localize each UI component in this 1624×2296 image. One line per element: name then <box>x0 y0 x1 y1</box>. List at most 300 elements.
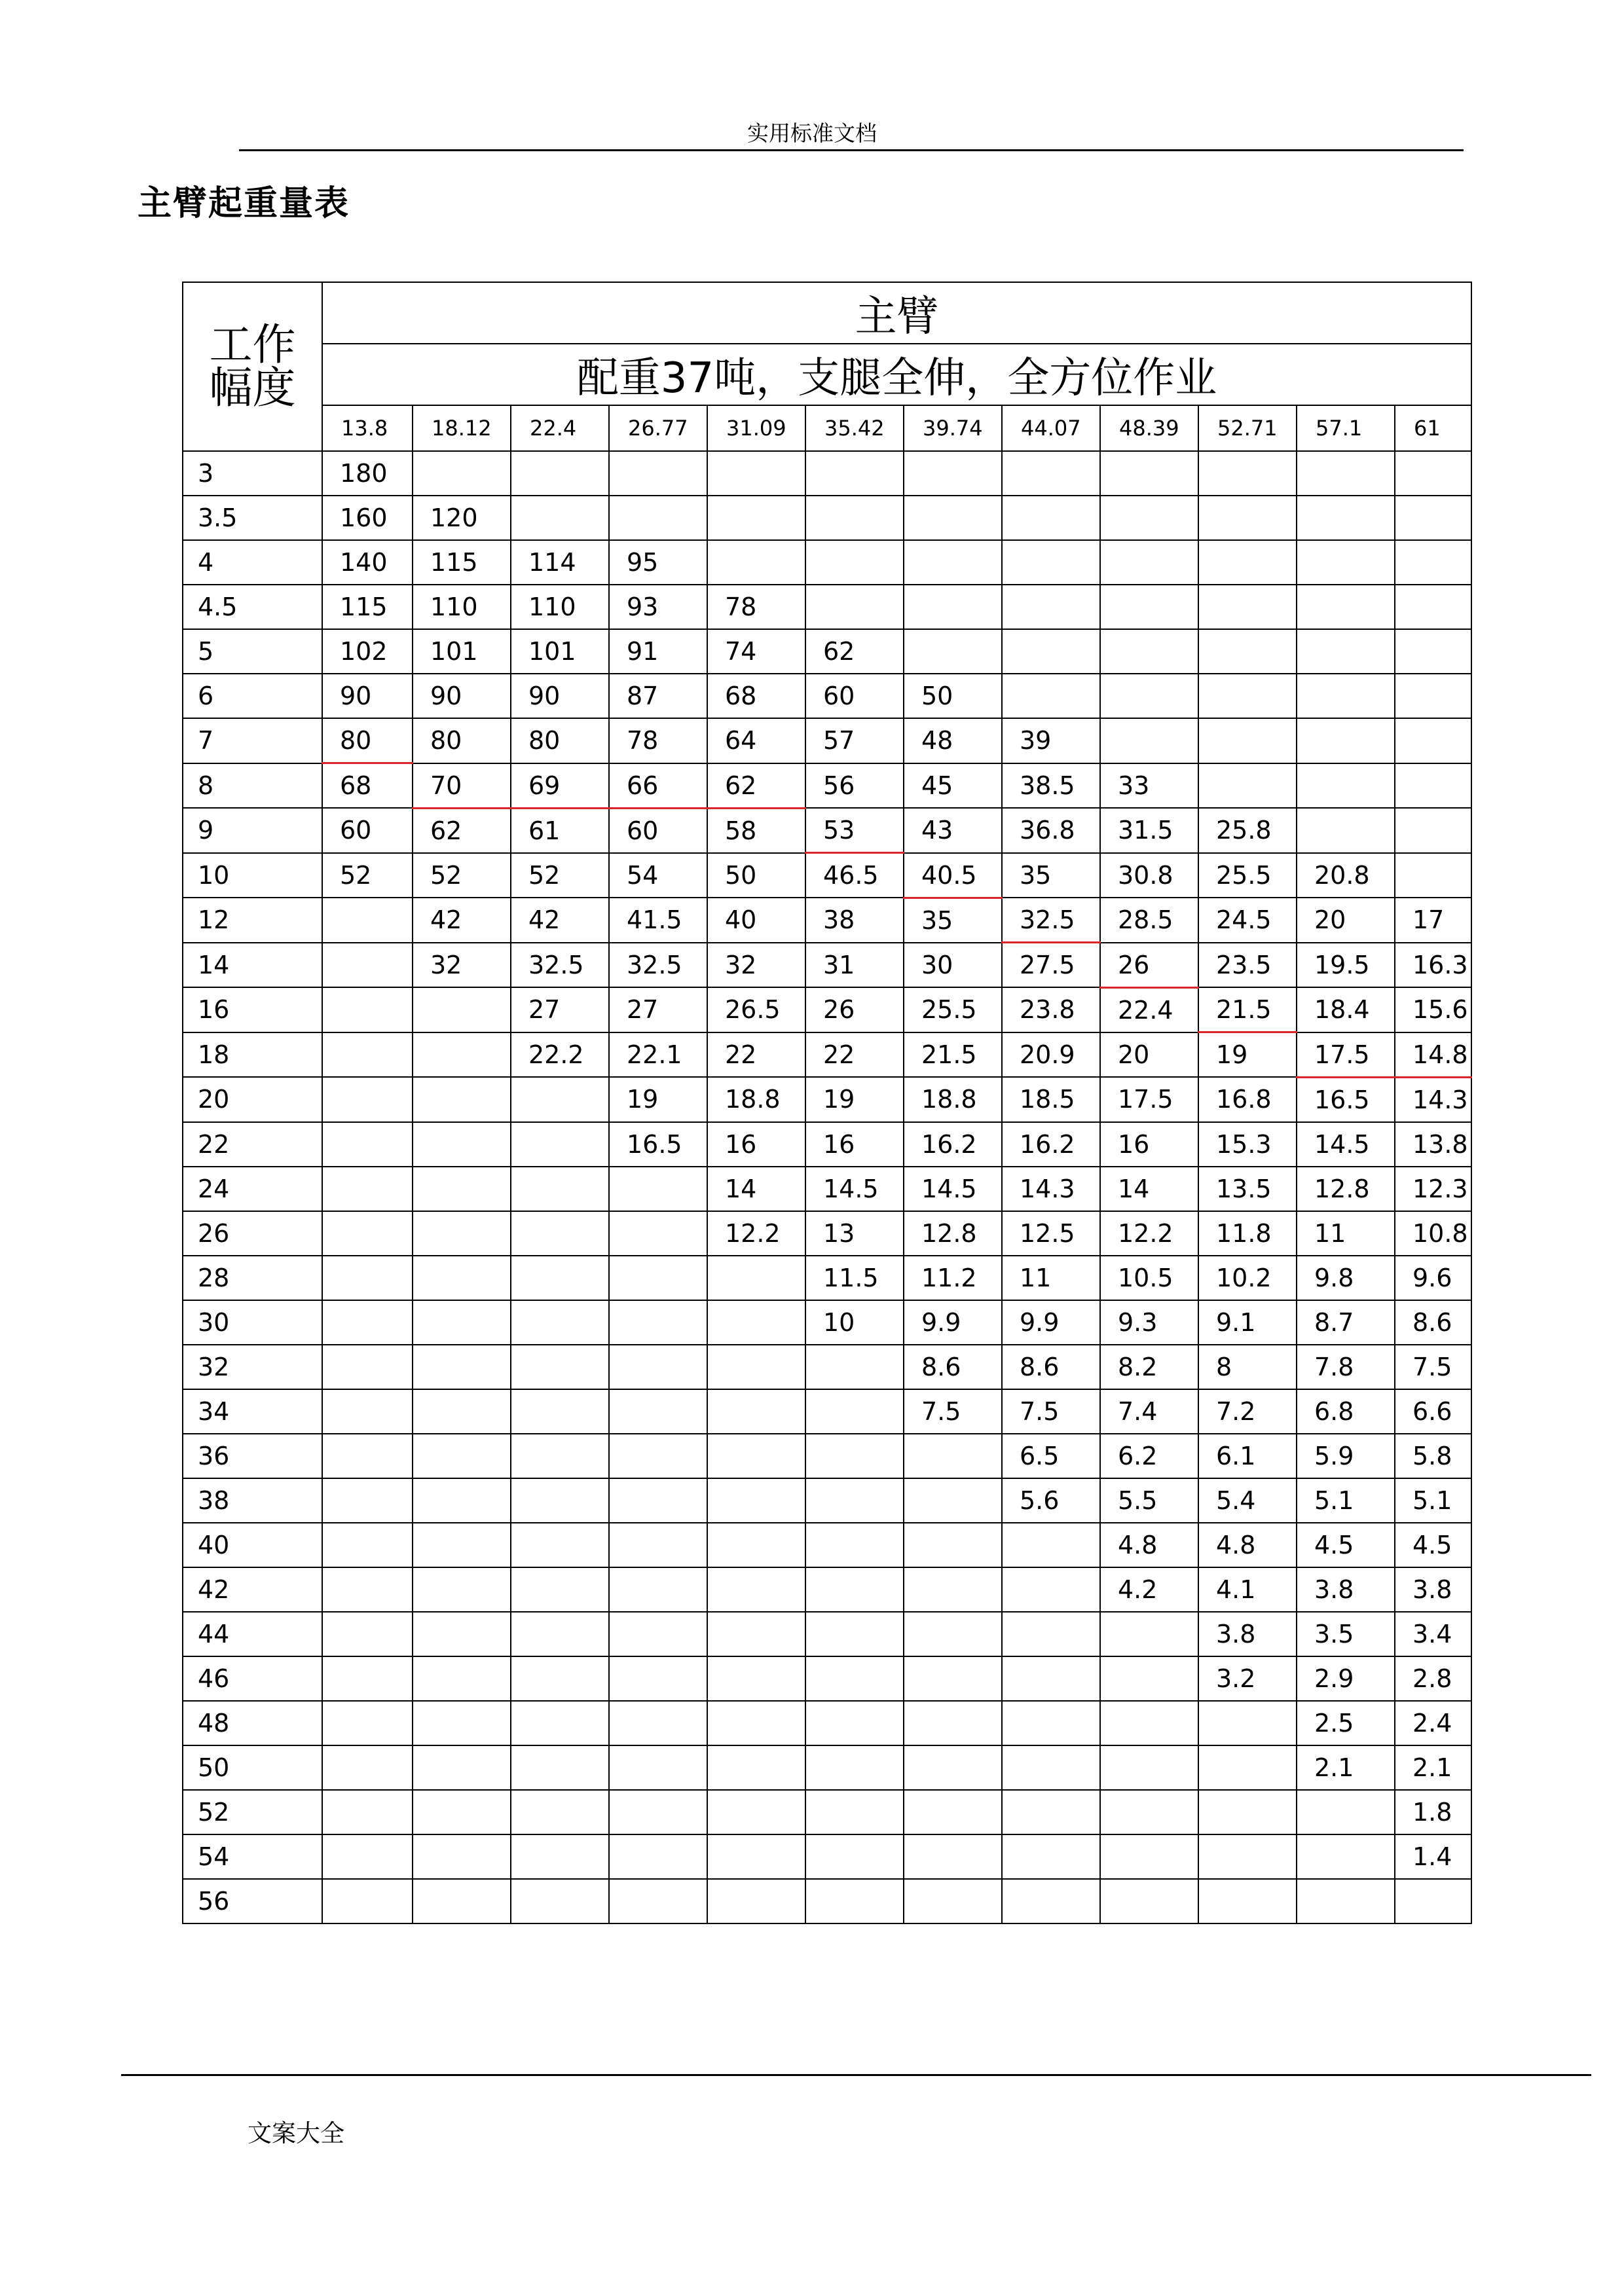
load-cell: 160 <box>322 496 413 540</box>
load-cell <box>609 1256 707 1300</box>
load-cell <box>1198 674 1297 718</box>
table-row <box>183 1879 1471 1923</box>
load-cell: 35 <box>904 898 1002 943</box>
load-cell: 17.5 <box>1297 1032 1395 1078</box>
load-cell <box>1100 451 1198 496</box>
radius-cell: 44 <box>183 1612 322 1656</box>
load-cell: 14.5 <box>1297 1122 1395 1167</box>
load-cell <box>322 1745 413 1790</box>
boom-length-cell: 18.12 <box>413 405 511 451</box>
load-cell: 5.1 <box>1297 1478 1395 1523</box>
load-cell: 14.5 <box>805 1167 904 1211</box>
radius-cell: 28 <box>183 1256 322 1300</box>
load-cell: 64 <box>707 718 805 763</box>
load-cell: 62 <box>805 629 904 674</box>
load-cell <box>1297 763 1395 809</box>
load-cell <box>1395 629 1471 674</box>
load-cell: 7.4 <box>1100 1389 1198 1434</box>
load-cell: 33 <box>1100 763 1198 809</box>
load-cell <box>322 1345 413 1389</box>
load-cell <box>1198 451 1297 496</box>
boom-length-cell: 44.07 <box>1002 405 1100 451</box>
table-row <box>183 763 1471 809</box>
load-cell: 68 <box>707 674 805 718</box>
load-cell <box>1100 1879 1198 1923</box>
radius-cell: 36 <box>183 1434 322 1478</box>
load-cell: 115 <box>322 585 413 629</box>
boom-length-cell: 57.1 <box>1297 405 1395 451</box>
load-cell <box>1198 718 1297 763</box>
load-cell <box>413 1389 511 1434</box>
load-cell: 14 <box>1100 1167 1198 1211</box>
load-cell <box>511 1879 609 1923</box>
load-cell: 62 <box>707 763 805 809</box>
radius-cell: 34 <box>183 1389 322 1434</box>
boom-header: 主臂 <box>322 282 1471 344</box>
boom-length-cell: 39.74 <box>904 405 1002 451</box>
load-cell <box>805 1790 904 1834</box>
load-cell <box>1198 1745 1297 1790</box>
load-cell: 12.3 <box>1395 1167 1471 1211</box>
load-cell: 4.5 <box>1297 1523 1395 1567</box>
load-cell: 13.8 <box>1395 1122 1471 1167</box>
load-cell <box>1002 585 1100 629</box>
load-cell <box>707 1478 805 1523</box>
load-cell: 19 <box>805 1077 904 1122</box>
load-cell <box>1100 1790 1198 1834</box>
load-cell <box>1198 629 1297 674</box>
load-cell: 66 <box>609 763 707 809</box>
load-cell: 4.1 <box>1198 1567 1297 1612</box>
load-cell: 10.2 <box>1198 1256 1297 1300</box>
boom-length-cell: 35.42 <box>805 405 904 451</box>
table-row <box>183 1745 1471 1790</box>
load-cell: 7.8 <box>1297 1345 1395 1389</box>
load-cell <box>322 1834 413 1879</box>
load-cell: 16.2 <box>1002 1122 1100 1167</box>
load-cell: 40.5 <box>904 853 1002 898</box>
load-cell: 16.8 <box>1198 1077 1297 1122</box>
load-cell <box>707 1745 805 1790</box>
load-cell <box>904 496 1002 540</box>
load-cell: 16 <box>1100 1122 1198 1167</box>
load-cell: 21.5 <box>904 1032 1002 1078</box>
load-cell <box>1297 540 1395 585</box>
load-cell: 180 <box>322 451 413 496</box>
load-cell: 17.5 <box>1100 1077 1198 1122</box>
radius-header-line2: 幅度 <box>209 363 296 413</box>
table-row <box>183 1389 1471 1434</box>
table-row <box>183 1523 1471 1567</box>
load-cell <box>511 1745 609 1790</box>
load-cell <box>1100 1612 1198 1656</box>
load-cell <box>511 1256 609 1300</box>
load-cell <box>609 451 707 496</box>
load-cell: 42 <box>413 898 511 943</box>
load-cell <box>904 1701 1002 1745</box>
load-cell: 18.5 <box>1002 1077 1100 1122</box>
load-cell: 20.8 <box>1297 853 1395 898</box>
load-cell: 1.4 <box>1395 1834 1471 1879</box>
radius-cell: 26 <box>183 1211 322 1256</box>
load-cell: 7.5 <box>904 1389 1002 1434</box>
load-cell <box>322 898 413 943</box>
load-cell <box>1297 1834 1395 1879</box>
load-cell <box>1002 1701 1100 1745</box>
boom-length-cell: 13.8 <box>322 405 413 451</box>
table-row <box>183 674 1471 718</box>
load-cell <box>1100 585 1198 629</box>
load-cell: 4.5 <box>1395 1523 1471 1567</box>
load-cell <box>1002 451 1100 496</box>
load-cell <box>707 1790 805 1834</box>
load-cell: 14.3 <box>1002 1167 1100 1211</box>
load-cell <box>805 1834 904 1879</box>
load-cell: 91 <box>609 629 707 674</box>
load-cell <box>1297 585 1395 629</box>
table-row <box>183 718 1471 763</box>
load-cell <box>322 1656 413 1701</box>
load-cell: 32.5 <box>609 943 707 988</box>
load-cell: 120 <box>413 496 511 540</box>
load-cell: 12.8 <box>1297 1167 1395 1211</box>
load-cell <box>805 1523 904 1567</box>
load-cell <box>707 1879 805 1923</box>
radius-cell: 8 <box>183 763 322 809</box>
load-cell <box>904 540 1002 585</box>
radius-cell: 3.5 <box>183 496 322 540</box>
load-cell: 19.5 <box>1297 943 1395 988</box>
load-cell: 22.2 <box>511 1032 609 1078</box>
load-cell: 16.5 <box>1297 1077 1395 1122</box>
load-cell <box>904 1656 1002 1701</box>
table-row <box>183 1122 1471 1167</box>
load-cell: 13.5 <box>1198 1167 1297 1211</box>
load-cell: 31 <box>805 943 904 988</box>
load-cell: 8.6 <box>1002 1345 1100 1389</box>
load-cell <box>707 1656 805 1701</box>
table-row <box>183 1656 1471 1701</box>
load-cell <box>322 1612 413 1656</box>
boom-length-cell: 22.4 <box>511 405 609 451</box>
load-cell <box>1395 763 1471 809</box>
load-cell <box>904 1567 1002 1612</box>
load-cell <box>322 1211 413 1256</box>
load-cell: 18.4 <box>1297 987 1395 1032</box>
document-title: 主臂起重量表 <box>138 184 350 223</box>
load-cell <box>511 1523 609 1567</box>
load-cell <box>413 1478 511 1523</box>
load-cell <box>1100 629 1198 674</box>
load-cell: 30.8 <box>1100 853 1198 898</box>
load-cell: 78 <box>609 718 707 763</box>
radius-header <box>183 282 322 451</box>
table-row <box>183 1567 1471 1612</box>
load-cell: 6.1 <box>1198 1434 1297 1478</box>
load-cell: 27 <box>609 987 707 1032</box>
load-cell <box>805 540 904 585</box>
load-cell: 27.5 <box>1002 943 1100 988</box>
load-cell: 60 <box>322 808 413 853</box>
load-cell <box>1198 540 1297 585</box>
load-cell <box>413 1167 511 1211</box>
load-cell: 12.2 <box>1100 1211 1198 1256</box>
load-cell: 2.5 <box>1297 1701 1395 1745</box>
load-cell <box>1100 1834 1198 1879</box>
load-cell <box>609 1612 707 1656</box>
load-cell: 41.5 <box>609 898 707 943</box>
load-cell <box>322 1879 413 1923</box>
radius-cell: 3 <box>183 451 322 496</box>
boom-length-cell: 31.09 <box>707 405 805 451</box>
load-cell <box>609 1790 707 1834</box>
load-cell: 16 <box>805 1122 904 1167</box>
load-cell: 18.8 <box>904 1077 1002 1122</box>
load-cell: 22.4 <box>1100 987 1198 1032</box>
load-cell <box>805 496 904 540</box>
load-cell <box>1002 1656 1100 1701</box>
load-cell: 19 <box>1198 1032 1297 1078</box>
table-row <box>183 1256 1471 1300</box>
load-cell <box>904 1834 1002 1879</box>
radius-cell: 22 <box>183 1122 322 1167</box>
boom-length-cell: 61 <box>1395 405 1471 451</box>
load-cell: 7.5 <box>1002 1389 1100 1434</box>
radius-cell: 4 <box>183 540 322 585</box>
load-cell: 102 <box>322 629 413 674</box>
radius-cell: 48 <box>183 1701 322 1745</box>
load-cell <box>609 1523 707 1567</box>
load-cell: 16.5 <box>609 1122 707 1167</box>
load-cell <box>511 1656 609 1701</box>
load-cell <box>1395 718 1471 763</box>
load-cell <box>904 1434 1002 1478</box>
load-cell: 101 <box>413 629 511 674</box>
load-cell <box>904 1612 1002 1656</box>
load-cell: 3.4 <box>1395 1612 1471 1656</box>
load-cell <box>322 1790 413 1834</box>
load-cell <box>1297 718 1395 763</box>
table-row <box>183 853 1471 898</box>
load-cell <box>511 1834 609 1879</box>
load-cell: 17 <box>1395 898 1471 943</box>
load-cell: 31.5 <box>1100 808 1198 853</box>
load-cell <box>511 1122 609 1167</box>
load-cell: 30 <box>904 943 1002 988</box>
load-cell: 14.8 <box>1395 1032 1471 1078</box>
load-cell: 5.1 <box>1395 1478 1471 1523</box>
load-cell <box>1395 1879 1471 1923</box>
load-cell <box>1100 1745 1198 1790</box>
radius-cell: 10 <box>183 853 322 898</box>
load-cell <box>511 1167 609 1211</box>
load-cell <box>413 1032 511 1078</box>
load-cell: 3.8 <box>1297 1567 1395 1612</box>
load-cell <box>707 1256 805 1300</box>
load-cell <box>707 1612 805 1656</box>
load-cell <box>1297 808 1395 853</box>
load-cell <box>322 1256 413 1300</box>
load-cell: 10 <box>805 1300 904 1345</box>
load-cell: 58 <box>707 808 805 853</box>
load-cell: 27 <box>511 987 609 1032</box>
radius-header-line1: 工作 <box>209 319 296 370</box>
load-cell <box>413 1745 511 1790</box>
load-cell <box>805 1612 904 1656</box>
load-cell: 43 <box>904 808 1002 853</box>
radius-cell: 38 <box>183 1478 322 1523</box>
load-cell: 8.6 <box>904 1345 1002 1389</box>
load-cell: 110 <box>413 585 511 629</box>
load-cell <box>1198 1879 1297 1923</box>
load-cell: 60 <box>609 808 707 853</box>
radius-cell: 40 <box>183 1523 322 1567</box>
load-cell <box>322 943 413 988</box>
load-cell: 4.2 <box>1100 1567 1198 1612</box>
table-row <box>183 1077 1471 1122</box>
load-cell <box>904 1790 1002 1834</box>
load-cell <box>413 1211 511 1256</box>
load-cell: 38 <box>805 898 904 943</box>
radius-cell: 32 <box>183 1345 322 1389</box>
load-cell <box>1395 853 1471 898</box>
load-cell: 69 <box>511 763 609 809</box>
load-table-body <box>183 451 1471 1923</box>
load-cell <box>322 1523 413 1567</box>
load-cell <box>511 1478 609 1523</box>
load-cell: 20 <box>1100 1032 1198 1078</box>
load-cell <box>609 1434 707 1478</box>
boom-length-cell: 52.71 <box>1198 405 1297 451</box>
radius-cell: 54 <box>183 1834 322 1879</box>
load-cell <box>511 1790 609 1834</box>
load-cell <box>413 1567 511 1612</box>
radius-cell: 6 <box>183 674 322 718</box>
load-cell: 52 <box>511 853 609 898</box>
load-cell <box>1297 1790 1395 1834</box>
load-cell: 114 <box>511 540 609 585</box>
load-cell: 9.3 <box>1100 1300 1198 1345</box>
boom-length-cell: 48.39 <box>1100 405 1198 451</box>
load-cell <box>322 1701 413 1745</box>
load-cell: 50 <box>707 853 805 898</box>
load-cell: 12.8 <box>904 1211 1002 1256</box>
load-cell <box>609 1345 707 1389</box>
load-cell <box>609 1389 707 1434</box>
load-cell <box>707 1567 805 1612</box>
load-cell: 9.6 <box>1395 1256 1471 1300</box>
load-cell: 11 <box>1002 1256 1100 1300</box>
load-cell: 2.1 <box>1395 1745 1471 1790</box>
load-cell <box>511 1211 609 1256</box>
load-cell: 140 <box>322 540 413 585</box>
load-cell: 12.2 <box>707 1211 805 1256</box>
load-cell: 25.8 <box>1198 808 1297 853</box>
load-cell: 2.4 <box>1395 1701 1471 1745</box>
load-cell <box>322 987 413 1032</box>
load-cell <box>609 1300 707 1345</box>
load-cell <box>609 496 707 540</box>
load-cell: 26 <box>1100 943 1198 988</box>
load-cell: 32 <box>707 943 805 988</box>
radius-cell: 7 <box>183 718 322 763</box>
load-cell <box>805 585 904 629</box>
load-cell <box>322 1478 413 1523</box>
load-cell: 80 <box>322 718 413 763</box>
load-cell: 22 <box>805 1032 904 1078</box>
load-cell <box>1395 674 1471 718</box>
radius-cell: 9 <box>183 808 322 853</box>
load-cell: 80 <box>413 718 511 763</box>
load-cell: 90 <box>511 674 609 718</box>
load-cell: 24.5 <box>1198 898 1297 943</box>
load-cell <box>609 1701 707 1745</box>
load-cell: 9.9 <box>1002 1300 1100 1345</box>
load-cell: 6.6 <box>1395 1389 1471 1434</box>
load-cell <box>322 1077 413 1122</box>
load-cell: 20.9 <box>1002 1032 1100 1078</box>
radius-cell: 5 <box>183 629 322 674</box>
table-row <box>183 1434 1471 1478</box>
counterweight-header: 配重37吨，支腿全伸，全方位作业 <box>322 344 1471 405</box>
load-cell <box>805 451 904 496</box>
radius-cell: 56 <box>183 1879 322 1923</box>
load-cell: 3.8 <box>1198 1612 1297 1656</box>
load-cell: 9.9 <box>904 1300 1002 1345</box>
load-cell: 5.4 <box>1198 1478 1297 1523</box>
load-cell <box>1002 1523 1100 1567</box>
load-cell: 56 <box>805 763 904 809</box>
load-cell: 8.2 <box>1100 1345 1198 1389</box>
load-cell: 15.6 <box>1395 987 1471 1032</box>
load-cell <box>904 451 1002 496</box>
load-cell: 14.5 <box>904 1167 1002 1211</box>
load-cell <box>1297 496 1395 540</box>
load-cell <box>322 1032 413 1078</box>
load-cell <box>609 1745 707 1790</box>
load-cell: 8 <box>1198 1345 1297 1389</box>
load-cell <box>511 1345 609 1389</box>
load-cell: 45 <box>904 763 1002 809</box>
load-cell: 5.5 <box>1100 1478 1198 1523</box>
load-cell <box>1395 585 1471 629</box>
radius-cell: 42 <box>183 1567 322 1612</box>
table-row <box>183 898 1471 943</box>
radius-cell: 4.5 <box>183 585 322 629</box>
load-cell <box>413 1790 511 1834</box>
load-cell: 1.8 <box>1395 1790 1471 1834</box>
load-cell <box>1395 808 1471 853</box>
load-cell <box>609 1834 707 1879</box>
load-cell: 36.8 <box>1002 808 1100 853</box>
load-chart-table <box>182 282 1472 1924</box>
load-cell: 11.5 <box>805 1256 904 1300</box>
load-cell <box>609 1567 707 1612</box>
load-cell <box>904 585 1002 629</box>
load-cell: 39 <box>1002 718 1100 763</box>
load-cell <box>322 1567 413 1612</box>
table-row <box>183 1167 1471 1211</box>
load-cell <box>511 1300 609 1345</box>
load-cell <box>805 1745 904 1790</box>
load-cell <box>1002 629 1100 674</box>
load-cell: 25.5 <box>904 987 1002 1032</box>
table-row <box>183 943 1471 988</box>
load-cell <box>1198 496 1297 540</box>
load-cell: 20 <box>1297 898 1395 943</box>
load-cell: 54 <box>609 853 707 898</box>
load-cell <box>511 1077 609 1122</box>
